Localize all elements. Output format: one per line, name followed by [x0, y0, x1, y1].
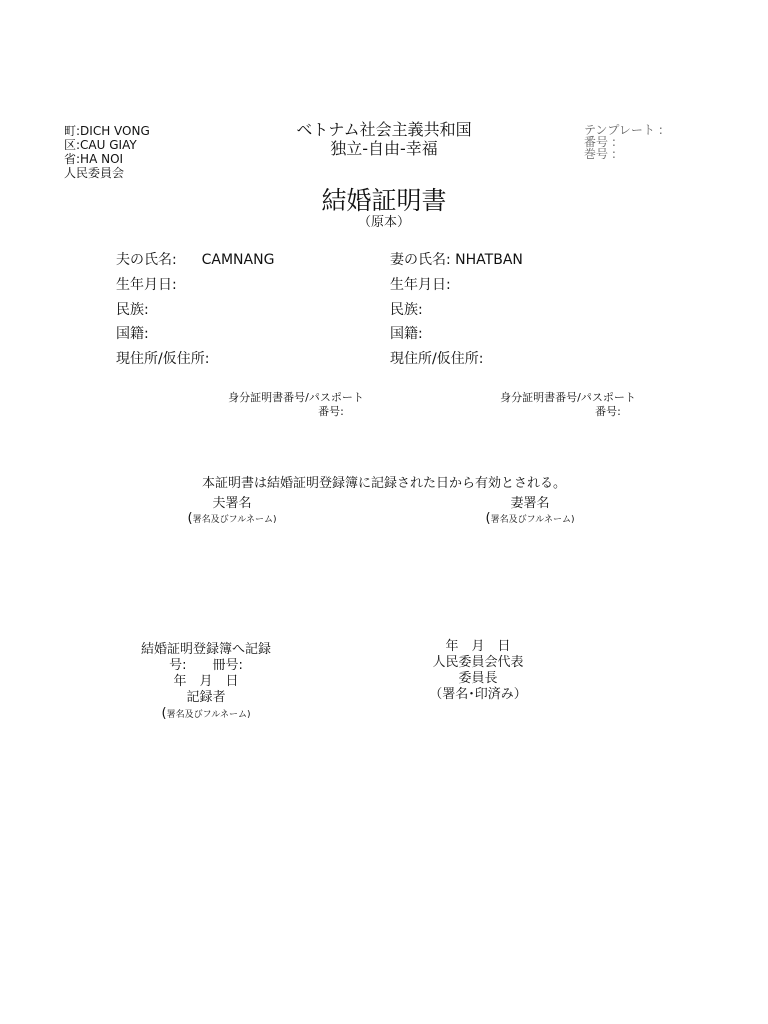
wife-signature-block: 妻署名 (署名及びフルネーム): [450, 496, 610, 526]
national-motto: 独立-自由-幸福: [330, 139, 438, 158]
wife-name-row: [390, 252, 523, 269]
document-title: 結婚証明書: [321, 186, 447, 215]
committee-signature-block: [398, 639, 558, 703]
committee-seal-note: （署名･印済み）: [429, 687, 527, 702]
validity-note: 本証明書は結婚証明登録簿に記録された日から有効とされる。: [201, 476, 566, 491]
husband-name-value: CAMNANG: [201, 252, 275, 268]
wife-signature-title: 妻署名: [510, 496, 550, 511]
registry-date: 年 月 日: [173, 674, 239, 689]
registry-note: 署名及びフルネーム): [166, 710, 251, 720]
registry-block: 結婚証明登録簿へ記録 号: 冊号: 年 月 日 記録者 (署名及びフルネーム): [116, 642, 296, 721]
wife-id-label: 身分証明書番号/パスポート 番号:: [500, 391, 636, 418]
wife-residence: 現住所/仮住所:: [390, 351, 484, 367]
husband-residence: 現住所/仮住所:: [116, 351, 210, 367]
committee-line: 人民委員会: [64, 166, 125, 180]
committee-chairman: 委員長: [458, 671, 498, 686]
issuing-authority: [64, 124, 150, 180]
husband-id-label: 身分証明書番号/パスポート 番号:: [228, 391, 364, 418]
husband-name-label: 夫の氏名:: [116, 252, 177, 268]
husband-dob: 生年月日:: [116, 277, 177, 293]
template-label: テンプレート :: [584, 123, 663, 137]
husband-ethnicity: 民族:: [116, 302, 149, 318]
national-header: [264, 120, 504, 158]
registry-number: 号: 冊号:: [169, 658, 243, 673]
wife-signature-note: 署名及びフルネーム): [490, 515, 575, 525]
ward-line: 町:DICH VONG: [64, 124, 150, 138]
husband-name-row: [116, 252, 274, 269]
wife-ethnicity: 民族:: [390, 302, 423, 318]
wife-name-label: 妻の氏名:: [390, 252, 451, 268]
husband-signature-note: 署名及びフルネーム): [192, 515, 277, 525]
committee-date: 年 月 日: [445, 639, 511, 654]
husband-signature-title: 夫署名: [212, 496, 252, 511]
wife-dob: 生年月日:: [390, 277, 451, 293]
registry-title: 結婚証明登録簿へ記録: [140, 642, 271, 657]
committee-representative: 人民委員会代表: [432, 655, 524, 670]
document-subtitle: （原本）: [357, 215, 410, 230]
husband-nationality: 国籍:: [116, 326, 149, 342]
husband-signature-block: 夫署名 (署名及びフルネーム): [152, 496, 312, 526]
wife-nationality: 国籍:: [390, 326, 423, 342]
book-label: 巻号 :: [584, 147, 616, 161]
wife-name-value: NHATBAN: [455, 252, 523, 268]
number-label: 番号 :: [584, 135, 616, 149]
district-line: 区:CAU GIAY: [64, 138, 137, 152]
template-info: [584, 124, 663, 160]
province-line: 省:HA NOI: [64, 152, 124, 166]
registry-recorder: 記録者: [186, 690, 226, 705]
country-name: ベトナム社会主義共和国: [296, 120, 472, 139]
